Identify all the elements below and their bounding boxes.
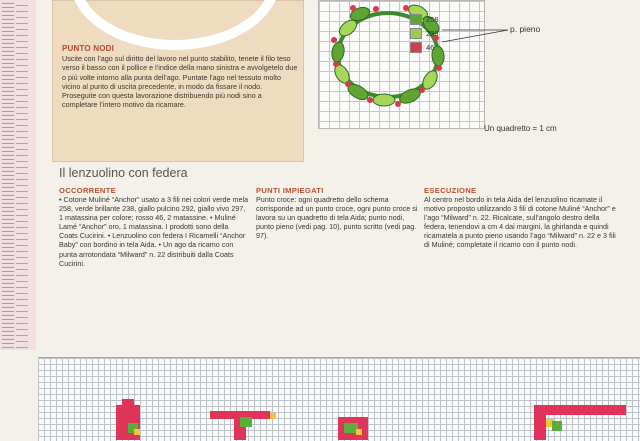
section-title: Il lenzuolino con federa [59,166,188,180]
callout-line [442,30,508,42]
decorative-border-strip [0,0,36,350]
stitch-callout-label: p. pieno [510,24,541,34]
border-pattern [2,0,14,350]
scale-label: Un quadretto = 1 cm [484,124,557,133]
legend-code: 46 [426,42,435,52]
punti-title: PUNTI IMPIEGATI [256,186,324,195]
legend-code: 238 [426,28,439,38]
punti-text: Punto croce: ogni quadretto dello schema corrisponde ad un punto croce, ogni punto croce si lavora su un quadretto di tela Aida; punto nodi, punto pieno (vedi pag. 10), punto scritto (vedi pag. 97). [256,195,418,241]
esecuzione-title: ESECUZIONE [424,186,477,195]
esecuzione-text: Al centro nel bordo in tela Aida del lenzuolino ricamate il motivo proposto utilizzando 3 fili di cotone Muliné “Anchor” e l’ago “Milward” n. 22. Ricalcate, sull’angolo destro della federa, tenendovi a cm 4 dai margini, la ghirlanda e quindi ricamatela a punto pieno usando l’ago “Milward” n. 22 e 3 fili di Muliné; completate il ricamo con il punto nodi. [424,195,616,250]
thread-legend [410,12,439,54]
legend-swatch [410,28,422,39]
legend-item [410,12,439,26]
legend-code: 258 [426,14,439,24]
border-pattern [16,0,28,350]
legend-swatch [410,42,422,53]
legend-item [410,26,439,40]
occorrente-text: • Cotone Muliné “Anchor” usato a 3 fili nei colori verde mela 258, verde brillante 238, giallo pulcino 292, giallo vivo 297, 1 matassina per colore; rosso 46, 2 matassine. • Muliné Lamé “Anchor” oro, 1 matassina. I prodotti sono della Coats Cucirini. • Lenzuolino con federa I Ricamelli “Anchor Baby” con bordino in tela Aida. • Un ago da ricamo con punta arrotondata “Milward” n. 22 distribuiti dalla Coats Cucirini. [59,195,249,268]
stitch-letter [534,405,626,440]
stitch-letter [116,399,140,440]
cross-stitch-letters [38,357,640,440]
legend-item [410,40,439,54]
nodi-text: Uscite con l’ago sul diritto del lavoro nel punto stabilito, tenete il filo teso verso il basso con il pollice e l’indice della mano sinistra e avvolgetelo due o più volte intorno alla punta dell’ago. Puntate l’ago nel tessuto molto vicino al punto di uscita precedente, in modo da fissare il nodo. Proseguite con questa lavorazione distribuendo più nodi sino a completare l’intero motivo da ricamare. [62,54,298,110]
stitch-letter [338,417,368,440]
occorrente-title: OCCORRENTE [59,186,117,195]
stitch-letter [210,411,276,440]
nodi-title: PUNTO NODI [62,44,115,53]
legend-swatch [410,14,422,25]
